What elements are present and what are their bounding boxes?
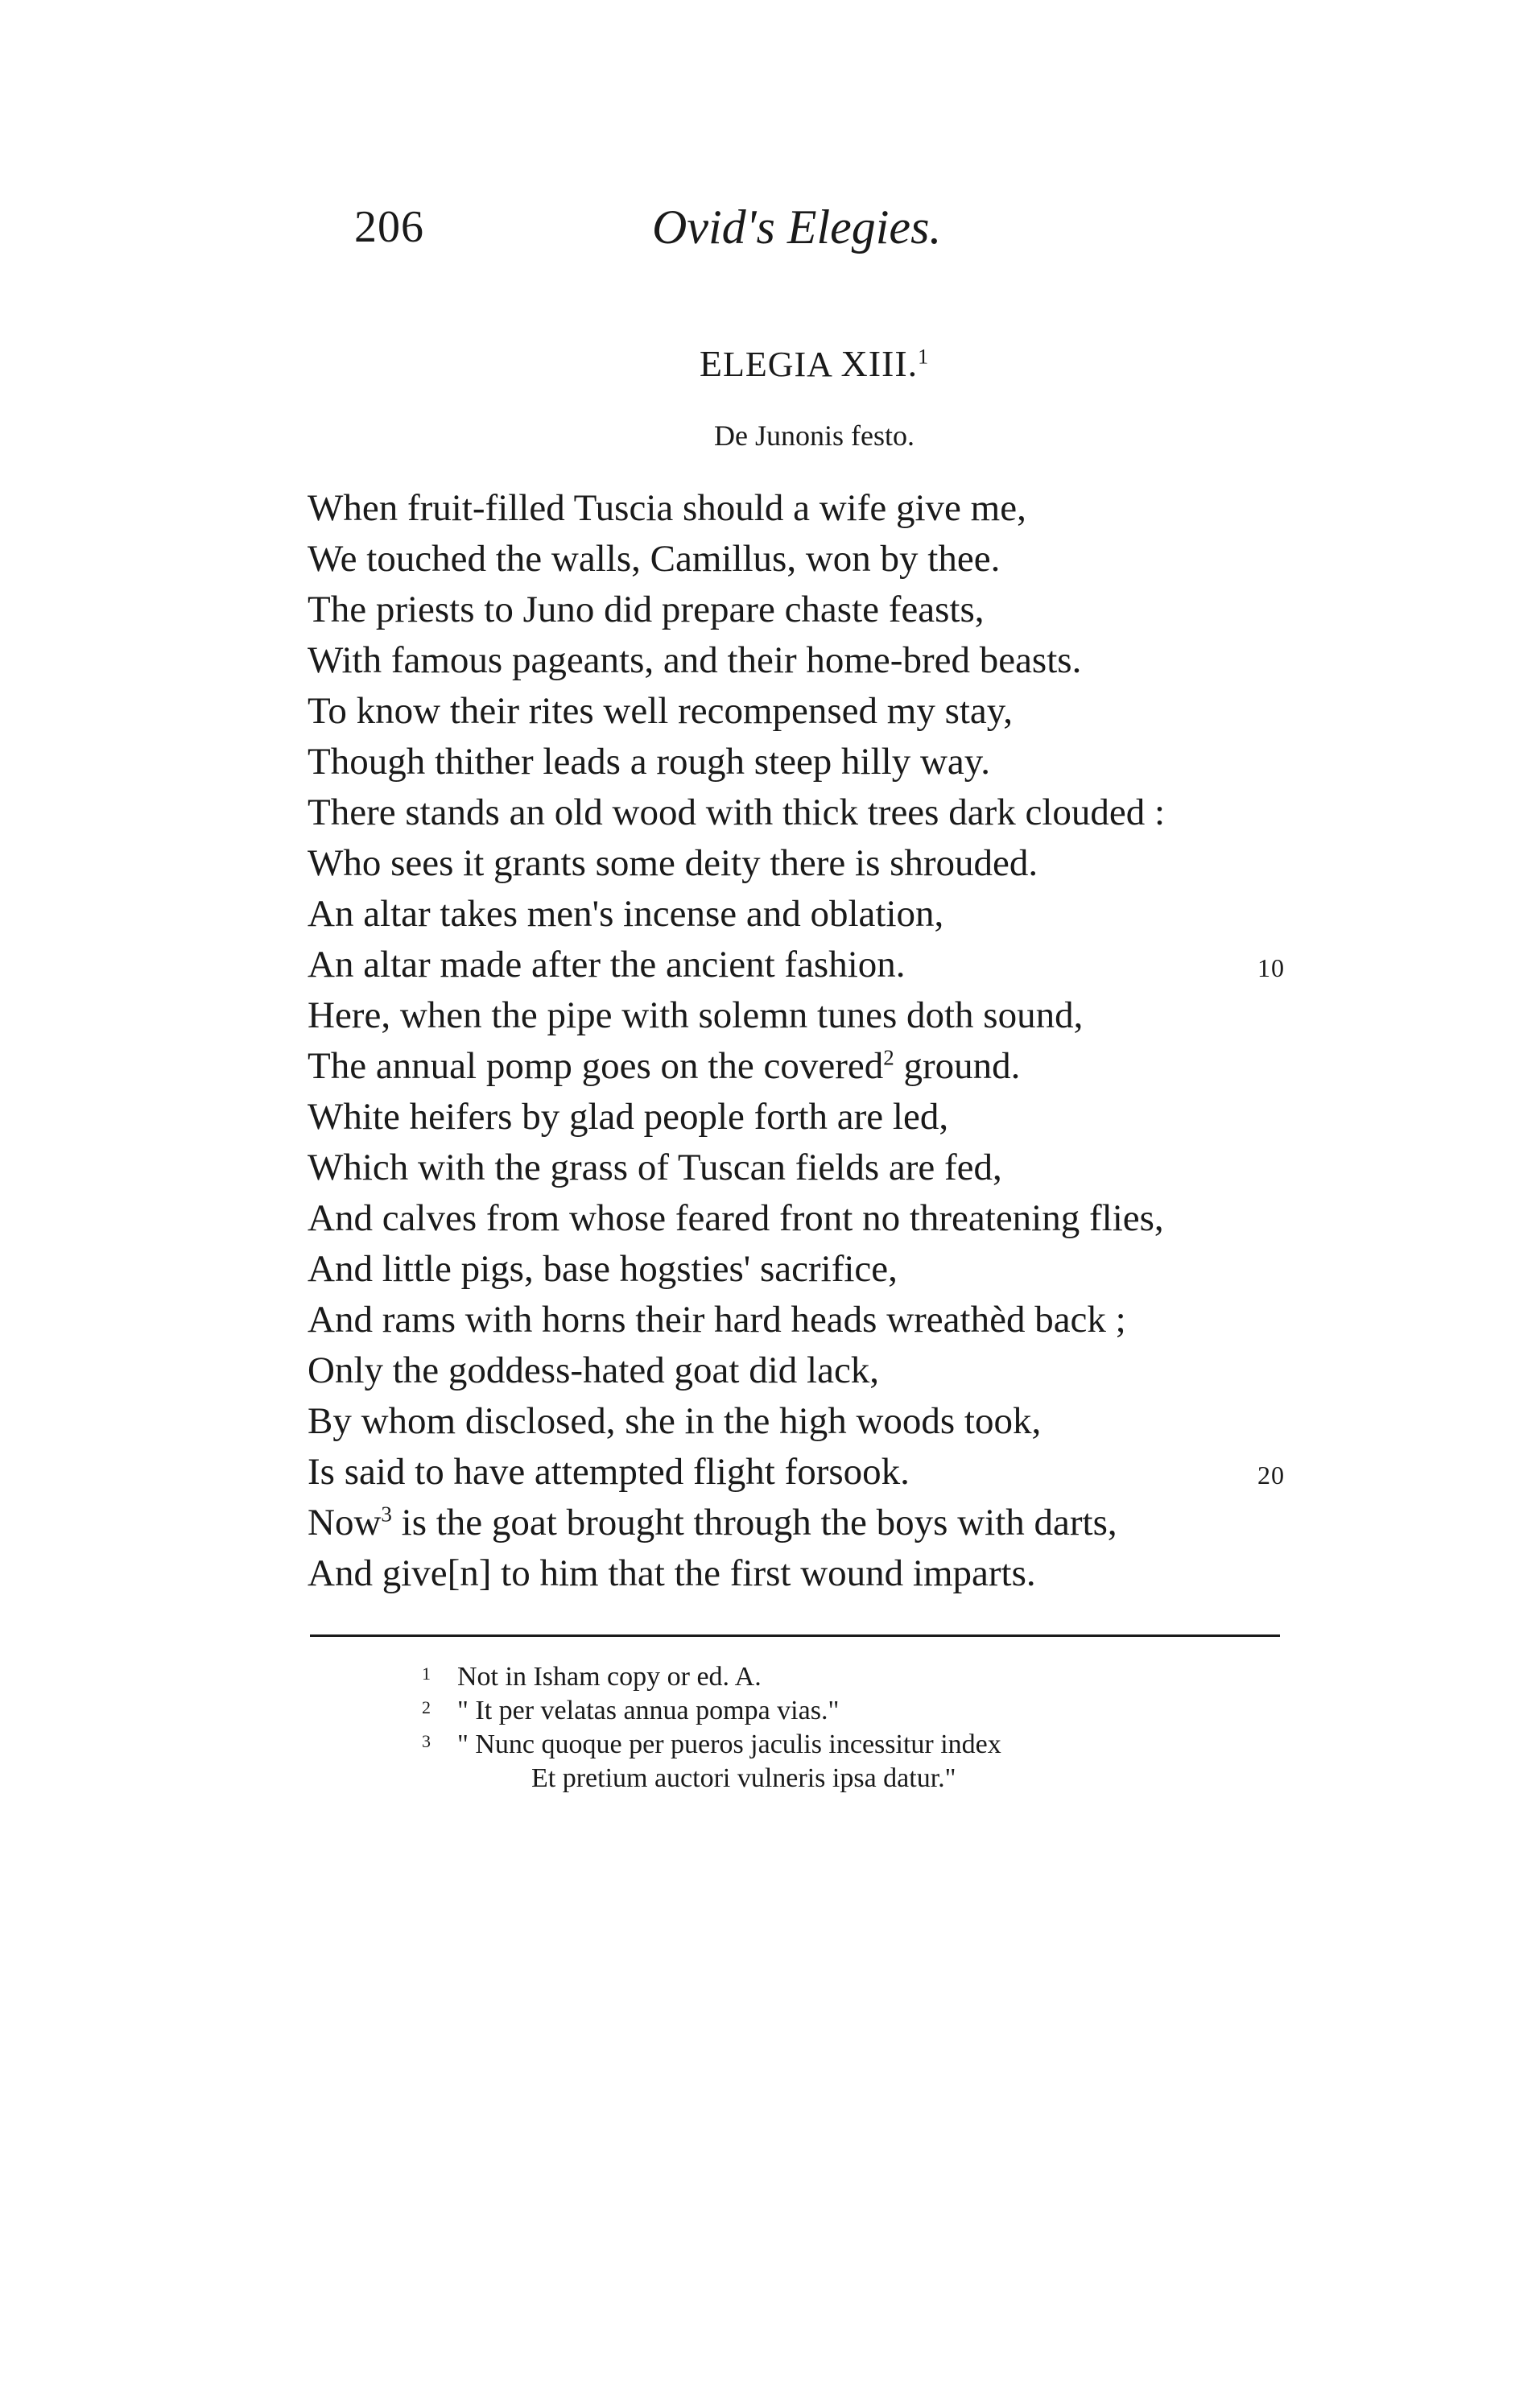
elegy-title-footnote-ref: 1: [918, 345, 930, 369]
poem-line: [308, 1548, 1306, 1599]
footnote-ref: 2: [883, 1045, 894, 1070]
line-number: 10: [1257, 953, 1285, 982]
poem-line-text: The priests to Juno did prepare chaste feasts,: [308, 589, 985, 630]
poem-line: [308, 1345, 1306, 1396]
footnote-divider: [310, 1634, 1280, 1637]
footnote-text: " It per velatas annua pompa vias.": [457, 1696, 840, 1725]
footnote: [419, 1694, 1224, 1728]
poem-line-text: Who sees it grants some deity there is shrouded.: [308, 842, 1038, 884]
poem-line-text: Though thither leads a rough steep hilly way.: [308, 741, 990, 783]
footnote-number: 3: [422, 1731, 431, 1751]
footnote-number: 1: [422, 1663, 431, 1684]
line-number: 20: [1257, 1461, 1285, 1490]
poem-body: [308, 483, 1306, 1599]
poem-line-text: Which with the grass of Tuscan fields are fed,: [308, 1147, 1002, 1188]
poem-line: [308, 635, 1306, 686]
poem-line-text: Only the goddess-hated goat did lack,: [308, 1349, 880, 1391]
poem-line-text: By whom disclosed, she in the high woods took,: [308, 1400, 1042, 1442]
poem-line-text: White heifers by glad people forth are led,: [308, 1096, 949, 1138]
poem-line-text: Now: [308, 1502, 382, 1544]
footnote: [419, 1728, 1224, 1796]
poem-line: [308, 1447, 1306, 1498]
footnote-number: 2: [422, 1697, 431, 1717]
poem-line-text: Is said to have attempted flight forsook.: [308, 1451, 910, 1493]
poem-line-text: An altar takes men's incense and oblation,: [308, 893, 944, 935]
footnote-text: Not in Isham copy or ed. A.: [457, 1662, 762, 1692]
poem-line-text-continued: is the goat brought through the boys with darts,: [391, 1502, 1117, 1544]
poem-line: [308, 483, 1306, 534]
footnote-ref: 3: [381, 1502, 392, 1527]
poem-line: [308, 737, 1306, 787]
poem-line-text: To know their rites well recompensed my stay,: [308, 690, 1013, 732]
page-header: [354, 193, 1159, 266]
elegy-subtitle: De Junonis festo.: [714, 419, 915, 452]
poem-line: [308, 889, 1306, 940]
poem-line: [308, 686, 1306, 737]
poem-line-text: And give[n] to him that the first wound imparts.: [308, 1552, 1036, 1594]
elegy-title: [0, 342, 1540, 385]
poem-line-text: The annual pomp goes on the covered: [308, 1045, 884, 1087]
poem-line-text: We touched the walls, Camillus, won by thee.: [308, 538, 1001, 580]
poem-line: [308, 1244, 1306, 1295]
poem-line: [308, 1193, 1306, 1244]
poem-line: [308, 990, 1306, 1041]
footnote: [419, 1660, 1224, 1694]
elegy-title-initial: E: [699, 343, 723, 384]
poem-line: [308, 838, 1306, 889]
poem-line-text: When fruit-filled Tuscia should a wife give me,: [308, 487, 1026, 529]
footnotes: [419, 1660, 1224, 1796]
poem-line-text: And calves from whose feared front no threatening flies,: [308, 1197, 1164, 1239]
poem-line-text: An altar made after the ancient fashion.: [308, 944, 906, 986]
footnote-text-continued: Et pretium auctori vulneris ipsa datur.": [531, 1763, 956, 1793]
elegy-title-smallcaps: LEGIA: [722, 345, 832, 384]
poem-line: [308, 534, 1306, 585]
poem-line: [308, 585, 1306, 635]
poem-line: [308, 1041, 1306, 1092]
poem-line-text: And rams with horns their hard heads wreathèd back ;: [308, 1299, 1126, 1341]
poem-line-text: Here, when the pipe with solemn tunes doth sound,: [308, 994, 1084, 1036]
poem-line: [308, 1143, 1306, 1193]
poem-line-text: And little pigs, base hogsties' sacrifice,: [308, 1248, 898, 1290]
poem-line: [308, 1498, 1306, 1548]
poem-line-text: There stands an old wood with thick trees dark clouded :: [308, 791, 1166, 833]
poem-line: [308, 1092, 1306, 1143]
footnote-text: " Nunc quoque per pueros jaculis incessitur index: [457, 1729, 1001, 1759]
elegy-title-numeral: XIII.: [840, 343, 919, 384]
poem-line: [308, 1396, 1306, 1447]
poem-line: [308, 787, 1306, 838]
page-number: 206: [354, 202, 424, 252]
poem-line-text-continued: ground.: [894, 1045, 1021, 1087]
poem-line: [308, 940, 1306, 990]
poem-line: [308, 1295, 1306, 1345]
running-title: Ovid's Elegies.: [652, 200, 942, 254]
poem-line-text: With famous pageants, and their home-bred beasts.: [308, 639, 1082, 681]
